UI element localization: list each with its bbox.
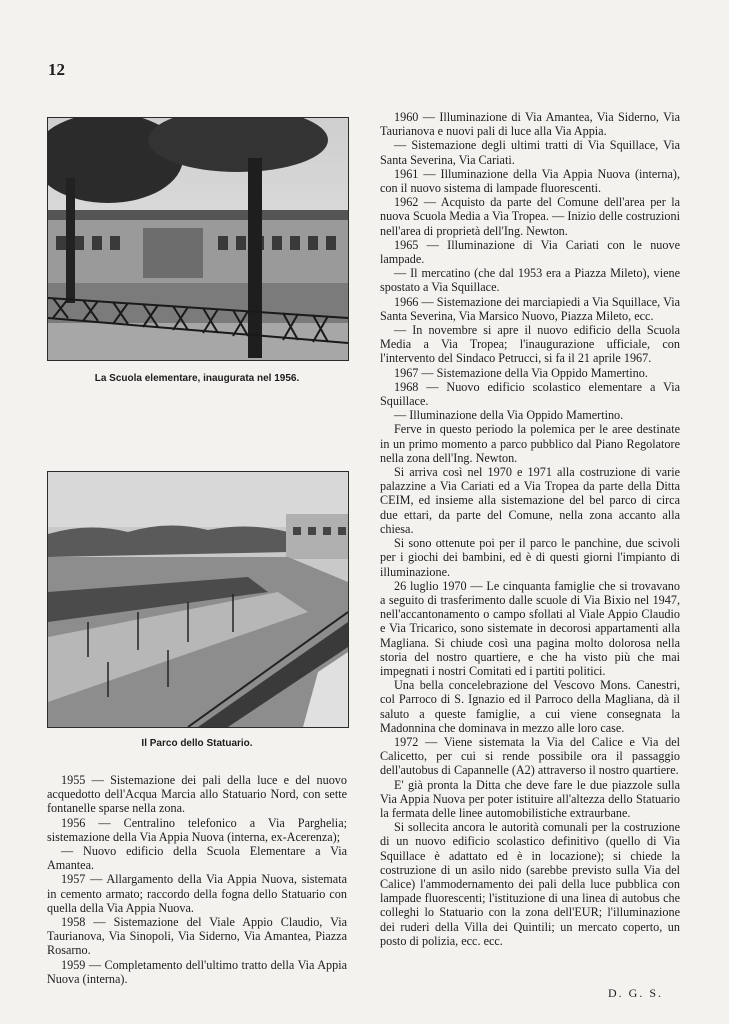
paragraph: — Sistemazione degli ultimi tratti di Via Squillace, Via Santa Severina, Via Cariati. bbox=[380, 138, 680, 167]
school-photo-caption: La Scuola elementare, inaugurata nel 1956. bbox=[94, 373, 300, 384]
school-photo bbox=[47, 117, 349, 361]
page-number: 12 bbox=[48, 60, 65, 79]
paragraph: 1967 — Sistemazione della Via Oppido Mamertino. bbox=[394, 365, 648, 380]
park-photo-caption: Il Parco dello Statuario. bbox=[141, 738, 253, 749]
paragraph: Ferve in questo periodo la polemica per le aree destinate in un primo momento a parco pubblico dal Piano Regolatore nella zona dell'Ing. Newton. bbox=[380, 422, 680, 465]
paragraph: — In novembre si apre il nuovo edificio della Scuola Media a Via Tropea; l'inaugurazione ufficiale, con l'intervento del Sindaco Petrucci, si fa il 21 aprile 1967. bbox=[380, 323, 680, 366]
paragraph: — Il mercatino (che dal 1953 era a Piazza Mileto), viene spostato a Via Squillace. bbox=[380, 266, 680, 295]
paragraph: — Nuovo edificio della Scuola Elementare a Via Amantea. bbox=[47, 844, 347, 873]
paragraph: 1959 — Completamento dell'ultimo tratto della Via Appia Nuova (interna). bbox=[47, 957, 347, 986]
paragraph: 26 luglio 1970 — Le cinquanta famiglie che si trovavano a seguito di trasferimento dalle scuole di Via Bixio nel 1947, nell'accantonamento o campo sfollati al Viale Appio Claudio e Via Tricarico, sono sistemate in decorosi appartamenti alla Magliana. Si chiude così una pagina molto dolorosa nella storia del nostro quartiere, e che ha visto più che mai impegnati i nostri Comitati ed i partiti politici. bbox=[380, 578, 680, 678]
paragraph: 1960 — Illuminazione di Via Amantea, Via Siderno, Via Taurianova e nuovi pali di luce alla Via Appia. bbox=[380, 110, 680, 139]
paragraph: 1966 — Sistemazione dei marciapiedi a Via Squillace, Via Santa Severina, Via Marsico Nuovo, Piazza Mileto, ecc. bbox=[380, 294, 680, 323]
paragraph: Si sono ottenute poi per il parco le panchine, due scivoli per i giochi dei bambini, ed è di questi giorni l'impianto di illuminazione. bbox=[380, 536, 680, 579]
paragraph: 1962 — Acquisto da parte del Comune dell'area per la nuova Scuola Media a Via Tropea. — Inizio delle costruzioni nell'area di proprietà dell'Ing. Newton. bbox=[380, 195, 680, 238]
paragraph: 1958 — Sistemazione del Viale Appio Claudio, Via Taurianova, Via Sinopoli, Via Siderno, Via Amantea, Piazza Rosarno. bbox=[47, 915, 347, 958]
paragraph: 1968 — Nuovo edificio scolastico elementare a Via Squillace. bbox=[380, 379, 680, 409]
paragraph: 1961 — Illuminazione della Via Appia Nuova (interna), con il nuovo sistema di lampade fluorescenti. bbox=[380, 166, 680, 196]
paragraph: 1957 — Allargamento della Via Appia Nuova, sistemata in cemento armato; raccordo della fogna dello Statuario con quella della Via Appia Nuova. bbox=[47, 872, 347, 915]
paragraph: Si arriva così nel 1970 e 1971 alla costruzione di varie palazzine a Via Cariati ed a Via Tropea da parte della Ditta CEIM, ed insieme alla sistemazione del bel parco di circa due ettari, da parte del Comune, nella zona accanto alla chiesa. bbox=[380, 465, 680, 536]
park-photo bbox=[47, 471, 349, 728]
paragraph: Si sollecita ancora le autorità comunali per la costruzione di un nuovo edificio scolastico definitivo (quello di Via Squillace è adattato ed è in locazione); si chiede la costruzione di un asilo nido (sarebbe previsto sulla Via del Calice) l'ammodernamento dei pali della luce pubblica con lampade fluorescenti; l'istituzione di una linea di autobus che colleghi lo Statuario con la zona dell'EUR; l'illuminazione dei ruderi della Villa dei Quintili; un mercato coperto, un posto di polizia, ecc. ecc. bbox=[380, 820, 680, 948]
paragraph: 1972 — Viene sistemata la Via del Calice e Via del Calicetto, per cui si rende possibile ora il passaggio dell'autobus di Capannelle (A2) attraverso il nostro quartiere. bbox=[380, 734, 680, 778]
paragraph: 1965 — Illuminazione di Via Cariati con le nuove lampade. bbox=[380, 237, 680, 267]
left-text-column bbox=[47, 773, 347, 986]
paragraph: Una bella concelebrazione del Vescovo Mons. Canestri, col Parroco di S. Ignazio ed il Parroco della Magliana, dà il saluto a queste famiglie, a cui viene consegnata la Madonnina che dominava in mezzo alle loro case. bbox=[380, 678, 680, 735]
paragraph: E' già pronta la Ditta che deve fare le due piazzole sulla Via Appia Nuova per poter istituire all'altezza dello Statuario la fermata delle linee automobilistiche extraurbane. bbox=[380, 777, 680, 820]
right-text-column bbox=[380, 110, 680, 948]
author-signature: D. G. S. bbox=[608, 986, 664, 1000]
paragraph: 1955 — Sistemazione dei pali della luce e del nuovo acquedotto dell'Acqua Marcia allo Statuario Nord, con sette fontanelle sparse nella zona. bbox=[47, 773, 347, 816]
paragraph: 1956 — Centralino telefonico a Via Parghelia; sistemazione della Via Appia Nuova (interna, ex-Acerenza); bbox=[47, 815, 347, 844]
paragraph: — Illuminazione della Via Oppido Mamertino. bbox=[394, 408, 624, 423]
